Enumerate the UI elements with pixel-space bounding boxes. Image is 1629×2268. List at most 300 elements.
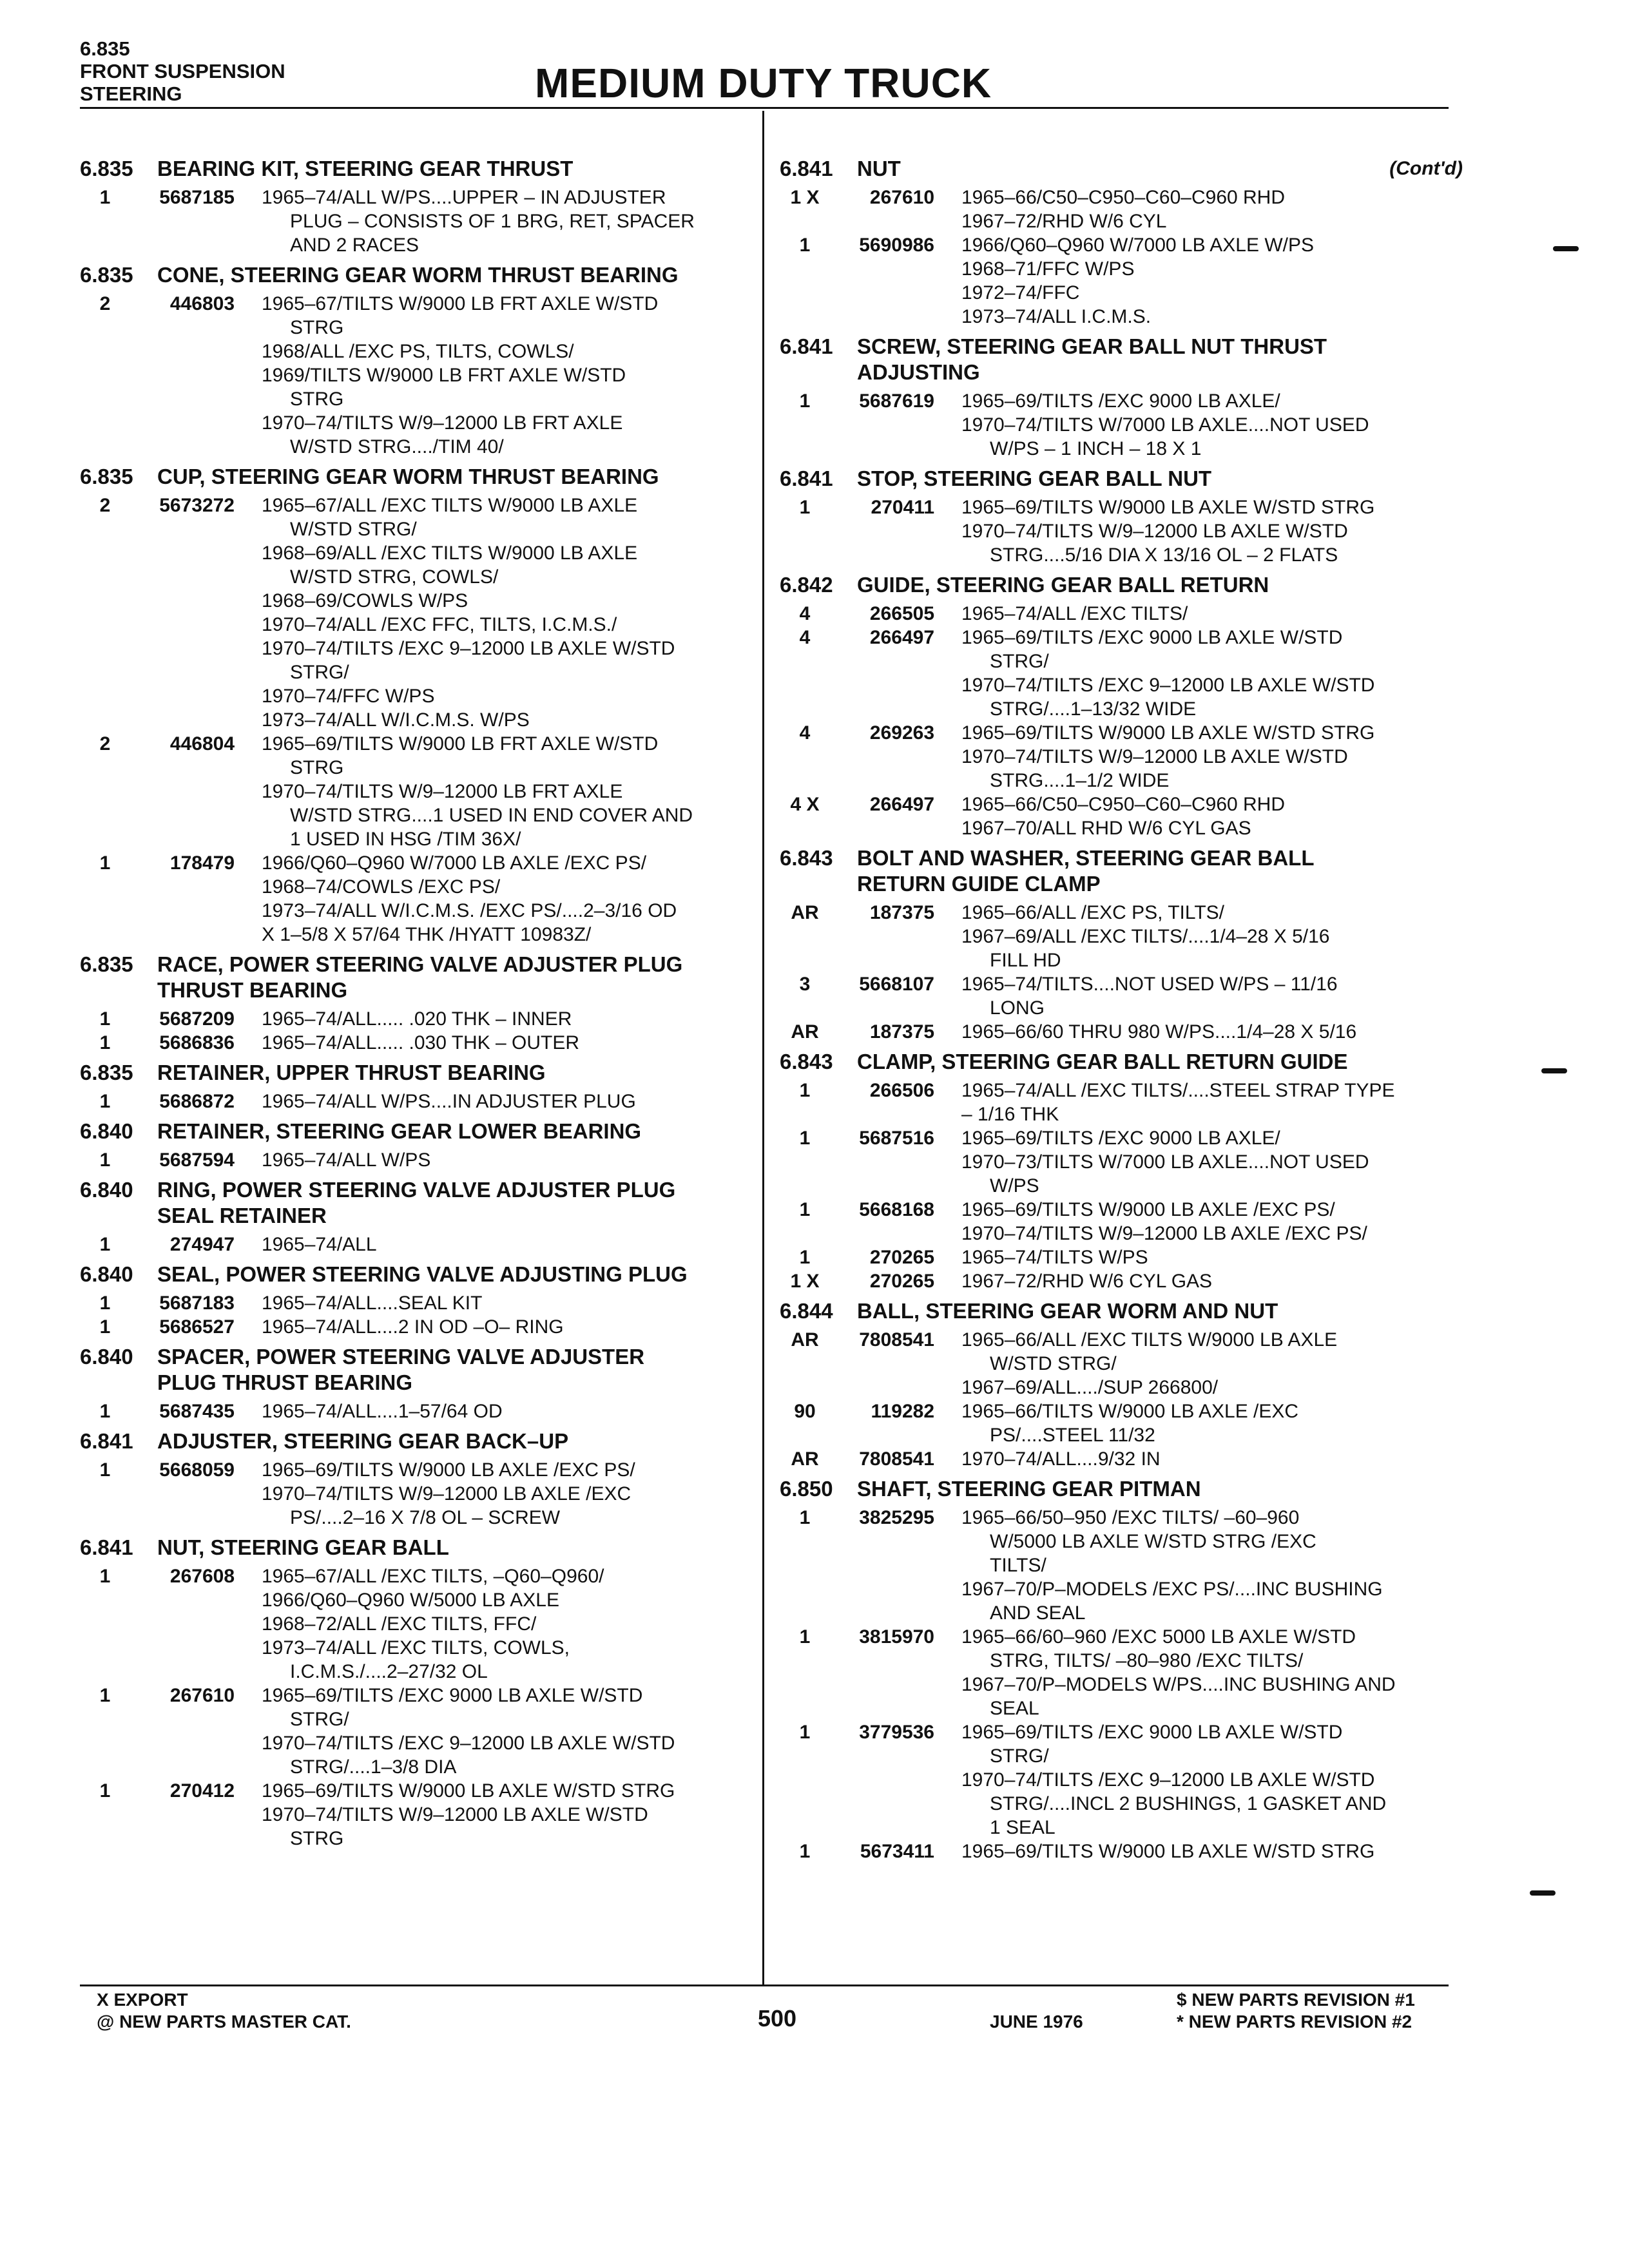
description-line: X 1–5/8 X 57/64 THK /HYATT 10983Z/ xyxy=(262,924,592,945)
section-heading xyxy=(80,262,750,288)
application-description xyxy=(262,1291,750,1315)
part-number: 5673272 xyxy=(159,495,235,516)
group-number: 6.844 xyxy=(780,1299,833,1323)
application-description xyxy=(262,1233,750,1256)
part-row xyxy=(80,1564,750,1684)
quantity: 2 xyxy=(99,495,111,516)
part-number: 7808541 xyxy=(859,1448,934,1470)
part-number: 5673411 xyxy=(860,1841,934,1862)
section-heading xyxy=(80,1344,750,1396)
part-number: 266497 xyxy=(869,627,934,648)
group-number: 6.841 xyxy=(80,1429,133,1453)
description-line: 1967–70/P–MODELS /EXC PS/....INC BUSHING xyxy=(961,1579,1383,1600)
quantity: 1 xyxy=(799,1080,811,1101)
quantity: 1 xyxy=(799,1128,811,1149)
description-line: 1970–74/TILTS W/9–12000 LB AXLE W/STD xyxy=(262,1804,648,1825)
group-number: 6.842 xyxy=(780,573,833,597)
quantity: 1 xyxy=(799,1199,811,1220)
application-description xyxy=(262,1090,750,1113)
application-description xyxy=(961,1447,1463,1471)
part-name: SPACER, POWER STEERING VALVE ADJUSTER PLUG THRUST BEARING xyxy=(157,1345,645,1394)
description-line: 1965–74/ALL....2 IN OD –O– RING xyxy=(262,1316,564,1338)
section-heading xyxy=(80,1262,750,1287)
catalog-section xyxy=(80,1428,750,1530)
catalog-section xyxy=(780,572,1463,840)
description-line: 1970–74/TILTS W/9–12000 LB FRT AXLE xyxy=(262,781,623,802)
part-row xyxy=(780,626,1463,721)
section-heading xyxy=(780,1298,1463,1324)
catalog-section xyxy=(780,1298,1463,1471)
description-line: STRG....1–1/2 WIDE xyxy=(990,770,1170,791)
quantity: 1 xyxy=(99,1293,111,1314)
part-number: 5668059 xyxy=(159,1459,235,1481)
part-row xyxy=(780,495,1463,567)
part-name: SHAFT, STEERING GEAR PITMAN xyxy=(857,1477,1201,1501)
part-number: 266497 xyxy=(869,794,934,815)
description-line: 1965–69/TILTS W/9000 LB AXLE /EXC PS/ xyxy=(961,1199,1335,1220)
description-line: STRG/ xyxy=(990,1745,1049,1767)
part-row xyxy=(780,1328,1463,1399)
description-line: STRG/....1–3/8 DIA xyxy=(290,1756,457,1778)
description-line: 1970–74/TILTS /EXC 9–12000 LB AXLE W/STD xyxy=(961,1769,1375,1791)
part-row xyxy=(80,1233,750,1256)
part-number: 267610 xyxy=(869,187,934,208)
quantity: 1 xyxy=(99,187,111,208)
quantity: AR xyxy=(791,902,819,923)
application-description xyxy=(262,1031,750,1055)
application-description xyxy=(262,494,750,732)
description-line: STRG xyxy=(290,389,344,410)
description-line: 1970–74/TILTS /EXC 9–12000 LB AXLE W/STD xyxy=(262,638,675,659)
description-line: 1973–74/ALL W/I.C.M.S. /EXC PS/....2–3/16 OD xyxy=(262,900,677,921)
quantity: 1 xyxy=(99,1032,111,1053)
export-note: X EXPORT xyxy=(97,1990,188,2010)
part-number: 266506 xyxy=(869,1080,934,1101)
application-description xyxy=(262,732,750,851)
quantity: 3 xyxy=(799,974,811,995)
section-number: 6.835 xyxy=(80,37,130,60)
part-number: 274947 xyxy=(169,1234,235,1255)
part-row xyxy=(80,494,750,732)
description-line: 1967–72/RHD W/6 CYL xyxy=(961,211,1167,232)
part-number: 5687594 xyxy=(159,1149,235,1171)
description-line: 1970–74/TILTS W/9–12000 LB AXLE W/STD xyxy=(961,746,1348,767)
section-subgroup: STEERING xyxy=(80,82,182,105)
description-line: 1965–66/TILTS W/9000 LB AXLE /EXC xyxy=(961,1401,1299,1422)
description-line: 1970–74/TILTS W/9–12000 LB AXLE /EXC PS/ xyxy=(961,1223,1367,1244)
part-row xyxy=(780,1625,1463,1720)
part-row xyxy=(780,1126,1463,1198)
revision-note-1: $ NEW PARTS REVISION #1 xyxy=(1177,1990,1415,2010)
description-line: 1965–67/ALL /EXC TILTS W/9000 LB AXLE xyxy=(262,495,638,516)
part-row xyxy=(80,1684,750,1779)
part-row xyxy=(80,1090,750,1113)
catalog-section xyxy=(80,464,750,947)
part-name: CONE, STEERING GEAR WORM THRUST BEARING xyxy=(157,263,679,287)
description-line: AND 2 RACES xyxy=(290,235,419,256)
part-row xyxy=(780,1079,1463,1126)
part-row xyxy=(780,972,1463,1020)
publication-date: JUNE 1976 xyxy=(990,2012,1083,2032)
part-number: 5687185 xyxy=(159,187,235,208)
application-description xyxy=(961,1198,1463,1245)
description-line: PS/....2–16 X 7/8 OL – SCREW xyxy=(290,1507,561,1528)
right-column xyxy=(780,151,1463,1866)
part-number: 269263 xyxy=(869,722,934,744)
description-line: 1970–74/TILTS W/7000 LB AXLE....NOT USED xyxy=(961,414,1369,436)
quantity: 1 xyxy=(99,1316,111,1338)
description-line: STRG....5/16 DIA X 13/16 OL – 2 FLATS xyxy=(990,544,1338,566)
description-line: 1966/Q60–Q960 W/7000 LB AXLE W/PS xyxy=(961,235,1315,256)
revision-note-2: * NEW PARTS REVISION #2 xyxy=(1177,2012,1412,2032)
part-row xyxy=(780,1720,1463,1840)
part-number: 5687516 xyxy=(859,1128,934,1149)
part-number: 5687209 xyxy=(159,1008,235,1030)
application-description xyxy=(961,1269,1463,1293)
application-description xyxy=(961,626,1463,721)
description-line: 1965–74/ALL....1–57/64 OD xyxy=(262,1401,503,1422)
application-description xyxy=(262,1458,750,1530)
part-name: STOP, STEERING GEAR BALL NUT xyxy=(857,466,1212,490)
application-description xyxy=(262,1399,750,1423)
application-description xyxy=(961,972,1463,1020)
description-line: 1965–74/ALL xyxy=(262,1234,377,1255)
group-number: 6.835 xyxy=(80,465,133,488)
application-description xyxy=(961,1506,1463,1625)
application-description xyxy=(961,901,1463,972)
group-number: 6.843 xyxy=(780,1050,833,1073)
section-heading xyxy=(80,1428,750,1454)
description-line: 1965–66/60 THRU 980 W/PS....1/4–28 X 5/16 xyxy=(961,1021,1357,1043)
part-number: 3779536 xyxy=(859,1722,934,1743)
part-name: SEAL, POWER STEERING VALVE ADJUSTING PLUG xyxy=(157,1262,688,1286)
description-line: 1973–74/ALL W/I.C.M.S. W/PS xyxy=(262,709,530,731)
description-line: 1965–66/C50–C950–C60–C960 RHD xyxy=(961,187,1286,208)
application-description xyxy=(262,1779,750,1850)
catalog-section xyxy=(80,1344,750,1423)
part-row xyxy=(780,1447,1463,1471)
description-line: 1969/TILTS W/9000 LB FRT AXLE W/STD xyxy=(262,365,626,386)
quantity: 90 xyxy=(794,1401,816,1422)
part-row xyxy=(80,1031,750,1055)
catalog-section xyxy=(80,262,750,459)
part-number: 270265 xyxy=(869,1271,934,1292)
description-line: 1967–69/ALL..../SUP 266800/ xyxy=(961,1377,1219,1398)
catalog-section xyxy=(80,1177,750,1256)
column-divider xyxy=(762,111,764,1984)
description-line: W/STD STRG/ xyxy=(290,519,417,540)
part-number: 446804 xyxy=(169,733,235,754)
part-row xyxy=(80,1399,750,1423)
catalog-section xyxy=(780,845,1463,1044)
part-number: 446803 xyxy=(169,293,235,314)
part-row xyxy=(80,1779,750,1850)
description-line: 1 USED IN HSG /TIM 36X/ xyxy=(290,829,521,850)
part-row xyxy=(80,1315,750,1339)
part-row xyxy=(80,1007,750,1031)
part-row xyxy=(780,233,1463,329)
group-number: 6.840 xyxy=(80,1119,133,1143)
catalog-section xyxy=(780,156,1463,329)
description-line: 1965–74/TILTS W/PS xyxy=(961,1247,1148,1268)
quantity: 1 xyxy=(799,1722,811,1743)
application-description xyxy=(961,1399,1463,1447)
description-line: 1965–74/ALL....SEAL KIT xyxy=(262,1293,483,1314)
part-name: RACE, POWER STEERING VALVE ADJUSTER PLUG THRUST BEARING xyxy=(157,952,683,1002)
description-line: 1965–69/TILTS W/9000 LB AXLE W/STD STRG xyxy=(262,1780,675,1802)
description-line: W/STD STRG, COWLS/ xyxy=(290,566,499,588)
description-line: 1966/Q60–Q960 W/7000 LB AXLE /EXC PS/ xyxy=(262,852,647,874)
part-row xyxy=(80,1291,750,1315)
application-description xyxy=(961,1840,1463,1863)
description-line: 1965–69/TILTS W/9000 LB AXLE /EXC PS/ xyxy=(262,1459,635,1481)
section-heading xyxy=(780,572,1463,598)
part-row xyxy=(780,1245,1463,1269)
part-name: NUT, STEERING GEAR BALL xyxy=(157,1535,449,1559)
quantity: 1 xyxy=(99,1149,111,1171)
section-heading xyxy=(780,334,1463,385)
description-line: 1973–74/ALL /EXC TILTS, COWLS, xyxy=(262,1637,570,1658)
part-number: 119282 xyxy=(871,1401,934,1422)
part-number: 5686527 xyxy=(159,1316,235,1338)
catalog-section xyxy=(80,1060,750,1113)
part-number: 5687183 xyxy=(159,1293,235,1314)
part-number: 270265 xyxy=(869,1247,934,1268)
quantity: 2 xyxy=(99,733,111,754)
description-line: 1965–74/ALL /EXC TILTS/ xyxy=(961,603,1188,624)
catalog-section xyxy=(80,952,750,1055)
description-line: 1965–66/C50–C950–C60–C960 RHD xyxy=(961,794,1286,815)
part-name: BALL, STEERING GEAR WORM AND NUT xyxy=(857,1299,1278,1323)
part-number: 266505 xyxy=(869,603,934,624)
description-line: 1965–69/TILTS /EXC 9000 LB AXLE W/STD xyxy=(262,1685,643,1706)
page-title: MEDIUM DUTY TRUCK xyxy=(535,60,992,106)
part-row xyxy=(80,851,750,947)
application-description xyxy=(961,233,1463,329)
catalog-section xyxy=(80,1262,750,1339)
description-line: W/5000 LB AXLE W/STD STRG /EXC xyxy=(990,1531,1316,1552)
description-line: 1970–73/TILTS W/7000 LB AXLE....NOT USED xyxy=(961,1151,1369,1173)
description-line: – 1/16 THK xyxy=(961,1104,1059,1125)
description-line: STRG/ xyxy=(290,1709,349,1730)
quantity: 1 xyxy=(99,1091,111,1112)
group-number: 6.840 xyxy=(80,1345,133,1369)
section-heading xyxy=(80,952,750,1003)
application-description xyxy=(961,721,1463,793)
section-heading xyxy=(80,1119,750,1144)
part-row xyxy=(80,186,750,257)
application-description xyxy=(961,1126,1463,1198)
part-number: 178479 xyxy=(169,852,235,874)
description-line: W/STD STRG/ xyxy=(990,1353,1117,1374)
quantity: 1 xyxy=(799,1507,811,1528)
quantity: 1 xyxy=(99,1008,111,1030)
part-row xyxy=(780,901,1463,972)
part-number: 270412 xyxy=(169,1780,235,1802)
part-number: 5687435 xyxy=(159,1401,235,1422)
quantity: 1 X xyxy=(790,187,820,208)
description-line: 1965–69/TILTS /EXC 9000 LB AXLE/ xyxy=(961,390,1280,412)
part-name: BEARING KIT, STEERING GEAR THRUST xyxy=(157,157,574,180)
section-heading xyxy=(780,1476,1463,1502)
part-number: 5690986 xyxy=(859,235,934,256)
quantity: 1 xyxy=(99,1685,111,1706)
description-line: 1970–74/ALL /EXC FFC, TILTS, I.C.M.S./ xyxy=(262,614,617,635)
part-row xyxy=(780,1020,1463,1044)
part-row xyxy=(780,186,1463,233)
quantity: 1 xyxy=(799,497,811,518)
part-row xyxy=(780,1506,1463,1625)
part-name: RETAINER, UPPER THRUST BEARING xyxy=(157,1061,546,1084)
part-row xyxy=(780,389,1463,461)
application-description xyxy=(262,186,750,257)
description-line: 1968/ALL /EXC PS, TILTS, COWLS/ xyxy=(262,341,574,362)
part-number: 267608 xyxy=(169,1566,235,1587)
description-line: 1965–74/ALL W/PS....IN ADJUSTER PLUG xyxy=(262,1091,636,1112)
catalog-section xyxy=(780,466,1463,567)
left-column xyxy=(80,151,750,1853)
description-line: SEAL xyxy=(990,1698,1039,1719)
application-description xyxy=(262,1148,750,1172)
part-name: CUP, STEERING GEAR WORM THRUST BEARING xyxy=(157,465,659,488)
description-line: 1965–66/60–960 /EXC 5000 LB AXLE W/STD xyxy=(961,1626,1356,1648)
part-name: RETAINER, STEERING GEAR LOWER BEARING xyxy=(157,1119,642,1143)
description-line: 1965–74/ALL W/PS....UPPER – IN ADJUSTER xyxy=(262,187,666,208)
part-name: BOLT AND WASHER, STEERING GEAR BALL RETURN GUIDE CLAMP xyxy=(857,846,1315,896)
part-row xyxy=(80,732,750,851)
description-line: 1967–70/P–MODELS W/PS....INC BUSHING AND xyxy=(961,1674,1396,1695)
margin-mark xyxy=(1541,1068,1567,1073)
description-line: STRG/ xyxy=(290,662,349,683)
part-name: RING, POWER STEERING VALVE ADJUSTER PLUG SEAL RETAINER xyxy=(157,1178,676,1227)
group-number: 6.840 xyxy=(80,1262,133,1286)
page-number: 500 xyxy=(758,2005,797,2032)
group-number: 6.841 xyxy=(80,1535,133,1559)
description-line: 1965–74/ALL..... .020 THK – INNER xyxy=(262,1008,572,1030)
part-number: 5687619 xyxy=(859,390,934,412)
description-line: 1970–74/TILTS /EXC 9–12000 LB AXLE W/STD xyxy=(961,675,1375,696)
description-line: LONG xyxy=(990,997,1045,1019)
part-row xyxy=(80,292,750,459)
quantity: 2 xyxy=(99,293,111,314)
part-row xyxy=(780,1840,1463,1863)
description-line: PS/....STEEL 11/32 xyxy=(990,1425,1155,1446)
part-number: 5668168 xyxy=(859,1199,934,1220)
quantity: 1 xyxy=(99,1234,111,1255)
description-line: 1967–69/ALL /EXC TILTS/....1/4–28 X 5/16 xyxy=(961,926,1330,947)
part-number: 270411 xyxy=(871,497,934,518)
quantity: AR xyxy=(791,1448,819,1470)
description-line: STRG xyxy=(290,757,344,778)
description-line: STRG/....1–13/32 WIDE xyxy=(990,698,1197,720)
description-line: 1965–74/ALL..... .030 THK – OUTER xyxy=(262,1032,580,1053)
group-number: 6.843 xyxy=(780,846,833,870)
application-description xyxy=(961,602,1463,626)
section-heading xyxy=(80,464,750,490)
group-number: 6.835 xyxy=(80,263,133,287)
quantity: 4 xyxy=(799,603,811,624)
part-row xyxy=(80,1458,750,1530)
quantity: 1 xyxy=(99,852,111,874)
catalog-section xyxy=(80,1535,750,1850)
application-description xyxy=(961,793,1463,840)
description-line: STRG xyxy=(290,1828,344,1849)
application-description xyxy=(262,1684,750,1779)
description-line: STRG xyxy=(290,317,344,338)
description-line: 1968–69/COWLS W/PS xyxy=(262,590,468,611)
description-line: 1970–74/TILTS /EXC 9–12000 LB AXLE W/STD xyxy=(262,1733,675,1754)
description-line: 1966/Q60–Q960 W/5000 LB AXLE xyxy=(262,1590,559,1611)
application-description xyxy=(961,1328,1463,1399)
description-line: 1967–72/RHD W/6 CYL GAS xyxy=(961,1271,1213,1292)
margin-mark xyxy=(1530,1890,1556,1896)
part-row xyxy=(80,1148,750,1172)
quantity: AR xyxy=(791,1021,819,1043)
section-heading xyxy=(80,156,750,182)
catalog-section xyxy=(780,1049,1463,1293)
description-line: STRG/....INCL 2 BUSHINGS, 1 GASKET AND xyxy=(990,1793,1387,1814)
part-row xyxy=(780,602,1463,626)
margin-mark xyxy=(1553,246,1579,251)
description-line: 1970–74/TILTS W/9–12000 LB AXLE W/STD xyxy=(961,521,1348,542)
description-line: 1965–74/ALL /EXC TILTS/....STEEL STRAP TYPE xyxy=(961,1080,1395,1101)
part-row xyxy=(780,721,1463,793)
description-line: W/PS – 1 INCH – 18 X 1 xyxy=(990,438,1202,459)
description-line: 1 SEAL xyxy=(990,1817,1055,1838)
catalog-section xyxy=(80,1119,750,1172)
quantity: 1 xyxy=(99,1401,111,1422)
quantity: 1 X xyxy=(790,1271,820,1292)
application-description xyxy=(262,851,750,947)
application-description xyxy=(961,186,1463,233)
description-line: 1965–69/TILTS /EXC 9000 LB AXLE W/STD xyxy=(961,627,1343,648)
application-description xyxy=(961,1079,1463,1126)
section-header xyxy=(80,37,285,105)
part-number: 187375 xyxy=(869,1021,934,1043)
description-line: 1965–74/TILTS....NOT USED W/PS – 11/16 xyxy=(961,974,1338,995)
group-number: 6.850 xyxy=(780,1477,833,1501)
description-line: 1965–66/ALL /EXC PS, TILTS/ xyxy=(961,902,1225,923)
application-description xyxy=(961,495,1463,567)
description-line: 1972–74/FFC xyxy=(961,282,1080,303)
description-line: 1968–69/ALL /EXC TILTS W/9000 LB AXLE xyxy=(262,543,638,564)
description-line: 1965–69/TILTS /EXC 9000 LB AXLE W/STD xyxy=(961,1722,1343,1743)
group-number: 6.840 xyxy=(80,1178,133,1202)
part-name: NUT xyxy=(857,157,901,180)
part-number: 187375 xyxy=(869,902,934,923)
group-number: 6.835 xyxy=(80,1061,133,1084)
catalog-section xyxy=(780,1476,1463,1863)
catalog-section xyxy=(780,334,1463,461)
part-number: 267610 xyxy=(169,1685,235,1706)
description-line: 1965–69/TILTS W/9000 LB AXLE W/STD STRG xyxy=(961,722,1375,744)
catalog-section xyxy=(80,156,750,257)
quantity: 4 X xyxy=(790,794,820,815)
part-number: 3825295 xyxy=(859,1507,934,1528)
application-description xyxy=(961,389,1463,461)
application-description xyxy=(961,1020,1463,1044)
header-rule xyxy=(80,107,1449,109)
part-number: 5686872 xyxy=(159,1091,235,1112)
quantity: 1 xyxy=(799,390,811,412)
quantity: 1 xyxy=(799,1841,811,1862)
description-line: 1970–74/TILTS W/9–12000 LB FRT AXLE xyxy=(262,412,623,434)
description-line: W/STD STRG..../TIM 40/ xyxy=(290,436,504,457)
section-heading xyxy=(80,1060,750,1086)
section-heading xyxy=(780,466,1463,492)
description-line: W/PS xyxy=(990,1175,1039,1196)
part-number: 7808541 xyxy=(859,1329,934,1350)
